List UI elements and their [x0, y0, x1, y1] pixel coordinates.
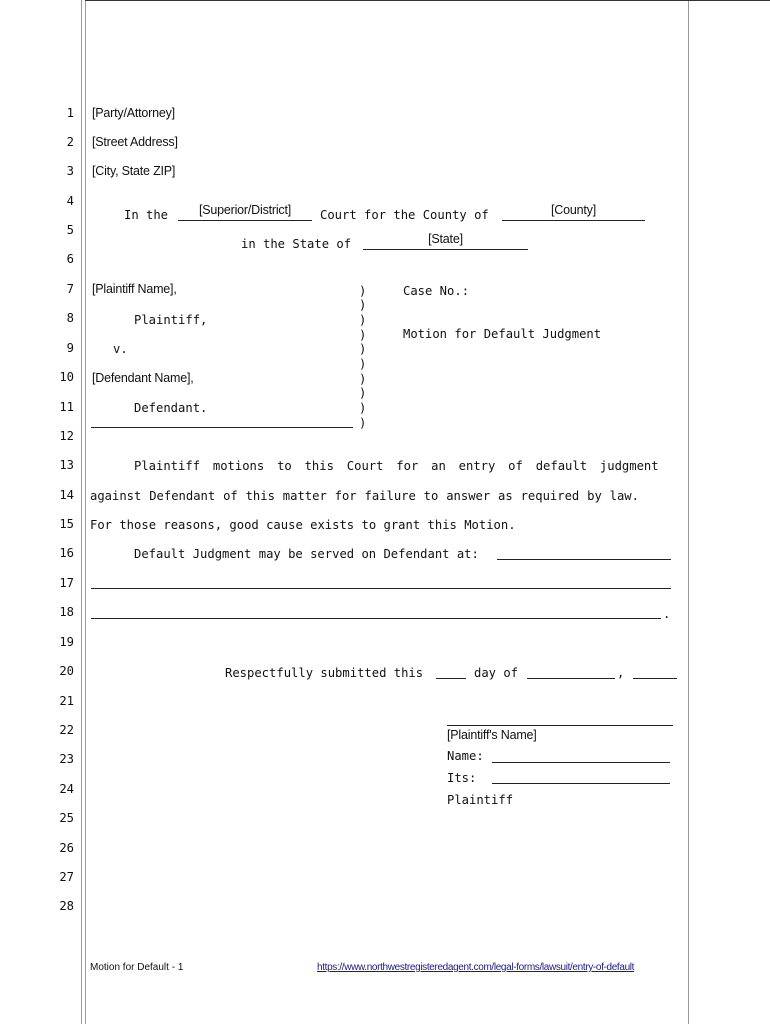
paren: )	[359, 401, 367, 415]
service-address-blank-2	[91, 588, 671, 589]
caption-underline	[91, 427, 353, 428]
plaintiff-label: Plaintiff,	[134, 313, 208, 327]
body-line-13: Plaintiff motions to this Court for an entry of default judgment	[134, 459, 659, 473]
line-number: 3	[66, 164, 74, 178]
service-address-blank-3	[91, 618, 661, 619]
body-line-16: Default Judgment may be served on Defendant at:	[134, 547, 479, 561]
state-field: [State]	[428, 232, 463, 246]
court-in-state-of: in the State of	[241, 237, 352, 251]
day-blank	[436, 678, 466, 679]
signature-line	[447, 725, 673, 726]
line-number: 10	[59, 370, 74, 384]
case-number-label: Case No.:	[403, 284, 470, 298]
line-number: 19	[59, 635, 74, 649]
paren: )	[359, 313, 367, 327]
line-number: 14	[59, 488, 74, 502]
line-number: 12	[59, 429, 74, 443]
line-number: 15	[59, 517, 74, 531]
day-of-label: day of	[474, 666, 519, 680]
paren: )	[359, 372, 367, 386]
court-type-field: [Superior/District]	[198, 203, 292, 217]
line-number: 17	[59, 576, 74, 590]
line-number: 6	[66, 252, 74, 266]
paren: )	[359, 342, 367, 356]
plaintiffs-name: [Plaintiff's Name]	[447, 728, 537, 742]
line-number: 27	[59, 870, 74, 884]
paren: )	[359, 284, 367, 298]
paren: )	[359, 298, 367, 312]
line-number: 22	[59, 723, 74, 737]
line-number: 5	[66, 223, 74, 237]
line-number: 11	[59, 400, 74, 414]
line-number: 23	[59, 752, 74, 766]
body-line-14: against Defendant of this matter for failure to answer as required by law.	[90, 489, 639, 503]
signature-its-blank	[492, 783, 670, 784]
line-number: 20	[59, 664, 74, 678]
body-line-15: For those reasons, good cause exists to grant this Motion.	[90, 518, 516, 532]
signature-name-label: Name:	[447, 749, 484, 763]
city-state-zip: [City, State ZIP]	[92, 164, 176, 178]
motion-title: Motion for Default Judgment	[403, 327, 602, 341]
footer-page-label: Motion for Default - 1	[90, 962, 184, 973]
month-blank	[527, 678, 615, 679]
signature-role: Plaintiff	[447, 793, 514, 807]
party-attorney: [Party/Attorney]	[92, 106, 175, 120]
line-number: 9	[66, 341, 74, 355]
top-border	[85, 0, 770, 1]
court-in-the: In the	[124, 208, 169, 222]
line-number: 16	[59, 546, 74, 560]
signature-its-label: Its:	[447, 771, 477, 785]
respectfully-submitted: Respectfully submitted this	[225, 666, 424, 680]
year-blank	[633, 678, 677, 679]
line-number: 25	[59, 811, 74, 825]
footer-link[interactable]: https://www.northwestregisteredagent.com/legal-forms/lawsuit/entry-of-default	[317, 962, 635, 973]
paren: )	[359, 357, 367, 371]
street-address: [Street Address]	[92, 135, 178, 149]
plaintiff-name: [Plaintiff Name],	[92, 282, 177, 296]
line-number: 1	[66, 106, 74, 120]
left-margin-rule-outer	[81, 0, 82, 1024]
paren: )	[359, 416, 367, 430]
line-number: 4	[66, 194, 74, 208]
line-number: 21	[59, 694, 74, 708]
court-for-county-of: Court for the County of	[320, 208, 489, 222]
line-number: 28	[59, 899, 74, 913]
defendant-label: Defendant.	[134, 401, 208, 415]
service-address-blank-1	[497, 559, 671, 560]
line-number: 18	[59, 605, 74, 619]
line-number: 26	[59, 841, 74, 855]
date-comma: ,	[617, 666, 625, 680]
left-margin-rule-inner	[85, 0, 86, 1024]
line-number: 24	[59, 782, 74, 796]
service-address-period: .	[663, 607, 671, 621]
versus: v.	[113, 342, 128, 356]
defendant-name: [Defendant Name],	[92, 371, 194, 385]
line-number: 13	[59, 458, 74, 472]
line-number: 7	[66, 282, 74, 296]
paren: )	[359, 328, 367, 342]
line-number: 8	[66, 311, 74, 325]
right-margin-rule	[688, 0, 689, 1024]
signature-name-blank	[492, 762, 670, 763]
paren: )	[359, 386, 367, 400]
county-field: [County]	[551, 203, 596, 217]
line-number: 2	[66, 135, 74, 149]
